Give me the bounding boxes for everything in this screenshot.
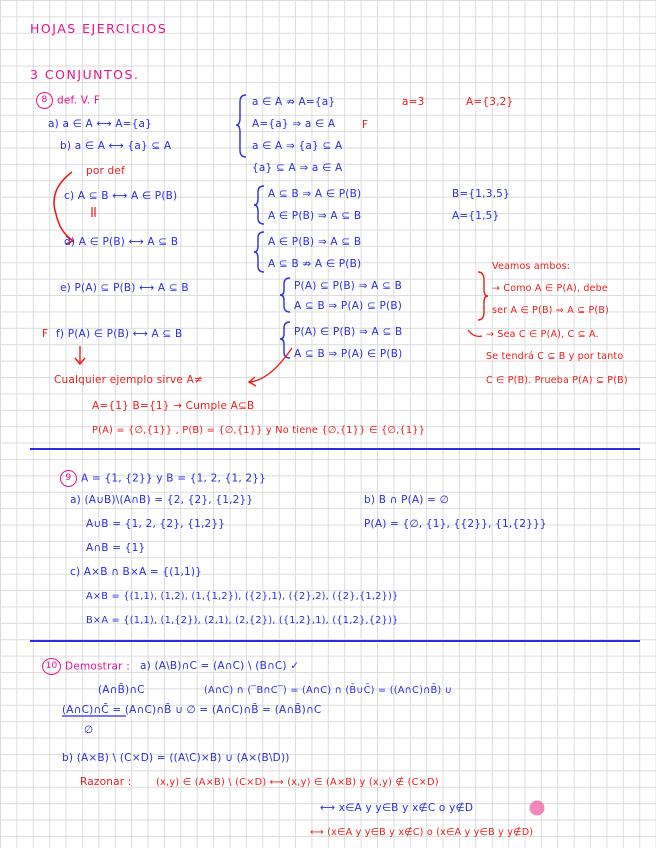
- brace-e: [280, 278, 290, 312]
- separator-1: [30, 448, 640, 450]
- ex8-item-a-left: a) a ∈ A ⟷ A={a}: [48, 118, 153, 130]
- ex8-side-note-5: C ∈ P(B). Prueba P(A) ⊆ P(B): [486, 375, 628, 386]
- ex8-item-a-mark: F: [362, 119, 369, 131]
- ex8-item-b-right2: {a} ⊆ A ⇒ a ∈ A: [252, 162, 343, 174]
- ex10-empty: ∅: [84, 724, 94, 736]
- ex8-side-note-3: → Sea C ∈ P(A), C ⊆ A.: [486, 329, 599, 340]
- ex9-anb: A∩B = {1}: [86, 542, 146, 554]
- ex9-pa: P(A) = {∅, {1}, {{2}}, {1,{2}}}: [364, 518, 547, 530]
- ex8-item-c-note1: B={1,3,5}: [452, 188, 510, 200]
- ex8-item-c-right1: A ⊆ B ⇒ A ∈ P(B): [268, 188, 362, 200]
- ex10-b: b) (A×B) \ (C×D) = ((A\C)×B) ∪ (A×(B\D)): [62, 752, 290, 764]
- ex10-demo: Demostrar :: [65, 660, 130, 673]
- ex8-side-note-2: ser A ∈ P(B) ⇒ A ⊆ P(B): [492, 305, 609, 316]
- ex10-l1b: (A∩C) ∩ (‾B∩C‾) = (A∩C) ∩ (B̄∪C̄) = ((A∩C)∩B̄) ∪: [204, 685, 453, 696]
- ex9-number: 9: [60, 470, 77, 487]
- ex9-heading: [60, 470, 266, 487]
- ex8-item-f-left: f) P(A) ∈ P(B) ⟷ A ⊆ B: [56, 328, 183, 340]
- ex8-item-b-right1: a ∈ A ⇒ {a} ⊆ A: [252, 140, 343, 152]
- ex8-number: 8: [36, 92, 53, 109]
- ex8-heading: [36, 92, 100, 109]
- ex8-item-f-right1: P(A) ∈ P(B) ⇒ A ⊆ B: [294, 326, 403, 338]
- brace-red: [478, 272, 488, 320]
- ex10-r3: ⟷ (x∈A y y∈B y x∉C) o (x∈A y y∈B y y∉D): [310, 827, 534, 838]
- ex8-item-e-right2: A ⊆ B ⇒ P(A) ⊆ P(B): [294, 300, 403, 312]
- ex8-item-f-right2: A ⊆ B ⇒ P(A) ∈ P(B): [294, 348, 403, 360]
- red-down-arrow: [75, 346, 85, 364]
- ex8-item-d-right2: A ⊆ B ⇏ A ∈ P(B): [268, 258, 362, 270]
- ex8-item-d-right1: A ∈ P(B) ⇒ A ⊆ B: [268, 236, 362, 248]
- ex9-aub: A∪B = {1, 2, {2}, {1,2}}: [86, 518, 226, 530]
- ex8-item-a-right1: a ∈ A ⇏ A={a}: [252, 96, 336, 108]
- section-title: 3 CONJUNTOS.: [30, 67, 140, 82]
- brace-a-b: [236, 95, 246, 157]
- ex8-item-f-mark: F: [42, 328, 49, 340]
- ex8-item-a-right2: A={a} ⇒ a ∈ A: [252, 118, 336, 130]
- ex10-l1a: (A∩B̄)∩C: [98, 684, 145, 696]
- ex8-side-note-4: Se tendrá C ⊆ B y por tanto: [486, 351, 624, 362]
- ex10-razonar: Razonar :: [80, 776, 132, 788]
- ex10-r1: (x,y) ∈ (A×B) \ (C×D) ⟷ (x,y) ∈ (A×B) y (x,y) ∉ (C×D): [156, 777, 439, 788]
- ex8-side-note-1: → Como A ∈ P(A), debe: [492, 283, 608, 294]
- ex10-r2: ⟷ x∈A y y∈B y x∉C o y∉D: [320, 802, 474, 814]
- ex8-counter-1: A={1} B={1} → Cumple A⊆B: [92, 400, 255, 412]
- ex8-counter-0: Cualquier ejemplo sirve A≠: [54, 374, 203, 386]
- ex10-l2: (A∩C)∩C̄ = (A∩C)∩B̄ ∪ ∅ = (A∩C)∩B̄ = (A∩B̄)∩C: [62, 704, 322, 716]
- separator-2: [30, 640, 640, 642]
- ex8-item-c-right2: A ∈ P(B) ⇒ A ⊆ B: [268, 210, 362, 222]
- ex9-bxa: B×A = {(1,1), (1,{2}), (2,1), (2,{2}), ({1,2},1), ({1,2},{2})}: [86, 615, 399, 626]
- ex8-item-c-note2: A={1,5}: [452, 210, 500, 222]
- red-curve-arrow: [54, 172, 72, 240]
- ex8-item-e-right1: P(A) ⊆ P(B) ⇒ A ⊆ B: [294, 280, 403, 292]
- ex9-b: b) B ∩ P(A) = ∅: [364, 494, 449, 506]
- ex9-axb: A×B = {(1,1), (1,2), (1,{1,2}), ({2},1), ({2},2), ({2},{1,2})}: [86, 591, 399, 602]
- ex10-heading: [42, 658, 130, 675]
- ex10-number: 10: [42, 658, 61, 675]
- ex9-a: a) (A∪B)\(A∩B) = {2, {2}, {1,2}}: [70, 494, 254, 506]
- ex8-item-b-left: b) a ∈ A ⟷ {a} ⊆ A: [60, 140, 172, 152]
- ex10-a: a) (A\B)∩C = (A∩C) \ (B∩C) ✓: [140, 660, 300, 672]
- header-title: HOJAS EJERCICIOS: [30, 21, 168, 36]
- ex9-line1: A = {1, {2}} y B = {1, 2, {1, 2}}: [81, 472, 267, 485]
- ex8-item-d-left: d) A ∈ P(B) ⟷ A ⊆ B: [64, 236, 179, 248]
- ex8-item-a-note2: A={3,2}: [466, 96, 514, 108]
- highlight-dot: [530, 801, 545, 816]
- ex8-pordef: por def: [86, 165, 125, 177]
- ex8-item-c-left: c) A ⊆ B ⟷ A ∈ P(B): [64, 190, 178, 202]
- ex8-item-e-left: e) P(A) ⊆ P(B) ⟷ A ⊆ B: [60, 282, 189, 294]
- ex8-item-a-note1: a=3: [402, 96, 425, 108]
- ex8-side-note-0: Veamos ambos:: [492, 261, 571, 272]
- ex8-heading-text: def. V. F: [57, 94, 101, 107]
- brace-c: [254, 186, 264, 224]
- ex9-c: c) A×B ∩ B×A = {(1,1)}: [70, 566, 203, 578]
- brace-d: [254, 232, 264, 272]
- ex8-counter-2: P(A) = {∅,{1}} , P(B) = {∅,{1}} y No tiene {∅,{1}} ∈ {∅,{1}}: [92, 425, 426, 436]
